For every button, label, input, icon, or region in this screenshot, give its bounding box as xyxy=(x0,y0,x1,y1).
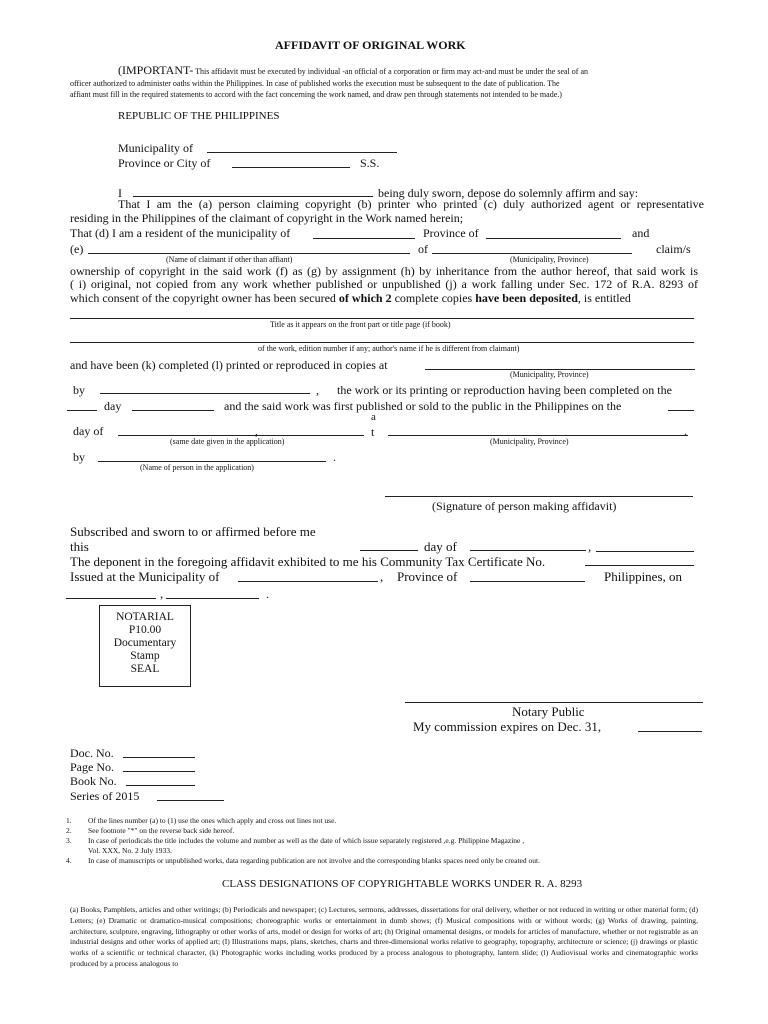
comma-3: , xyxy=(588,539,592,554)
sworn-month-blank[interactable] xyxy=(470,550,586,551)
province-city-blank[interactable] xyxy=(232,167,350,168)
province-city-label: Province or City of xyxy=(118,156,211,170)
same-date-caption: (same date given in the application) xyxy=(170,437,285,446)
by-label-2: by xyxy=(73,450,85,464)
and-label: and xyxy=(632,226,650,240)
stamp-line-2: P10.00 xyxy=(128,624,162,636)
note-3b-text: Vol. XXX, No. 2 July 1933. xyxy=(88,846,172,855)
affiant-i-label: I xyxy=(118,186,122,200)
sworn-year-blank[interactable] xyxy=(596,551,694,552)
title-blank[interactable] xyxy=(70,318,694,319)
page-no-label: Page No. xyxy=(70,760,114,774)
deponent-text: The deponent in the foregoing affidavit exhibited to me his Community Tax Certificate No. xyxy=(70,554,546,569)
muni-prov-caption-2: (Municipality, Province) xyxy=(510,370,589,379)
sworn-day-blank[interactable] xyxy=(360,550,418,551)
series-blank[interactable] xyxy=(157,800,224,801)
subscribed-text: Subscribed and sworn to or affirmed before me xyxy=(70,524,316,539)
book-no-blank[interactable] xyxy=(126,785,195,786)
class-designations-title: CLASS DESIGNATIONS OF COPYRIGHTABLE WORKS UNDER R. A. 8293 xyxy=(222,878,583,890)
notarial-stamp-box xyxy=(99,605,191,687)
document-title: AFFIDAVIT OF ORIGINAL WORK xyxy=(275,38,466,52)
comma-2: , xyxy=(255,424,258,438)
province-of-label-2: Province of xyxy=(397,569,458,584)
note-1-number: 1. xyxy=(66,816,72,825)
municipality-label: Municipality of xyxy=(118,141,193,155)
note-4-text: In case of manuscripts or unpublished works, data regarding publication are not involve and the corresponding blanks spaces need only be created out. xyxy=(88,856,540,865)
municipality-blank[interactable] xyxy=(207,152,397,153)
claimant-caption: (Name of claimant if other than affiant) xyxy=(166,255,293,264)
period-2: . xyxy=(333,450,336,464)
claimant-name-blank[interactable] xyxy=(88,253,410,254)
day-label: day xyxy=(104,399,122,413)
doc-no-label: Doc. No. xyxy=(70,746,114,760)
municipality-resident-blank[interactable] xyxy=(313,238,415,239)
t-label: t xyxy=(371,425,375,439)
edition-caption: of the work, edition number if any; author's name if he is different from claimant) xyxy=(258,344,520,353)
work-printing-text: the work or its printing or reproduction having been completed on the xyxy=(337,383,672,397)
page-no-blank[interactable] xyxy=(123,771,195,772)
book-no-label: Book No. xyxy=(70,774,117,788)
day-of-label: day of xyxy=(73,424,104,438)
by-label-1: by xyxy=(73,383,85,397)
consent-line xyxy=(70,291,631,306)
first-published-text: and the said work was first published or sold to the public in the Philippines on the xyxy=(224,399,622,413)
note-2-number: 2. xyxy=(66,826,72,835)
signature-line[interactable] xyxy=(385,496,693,497)
note-3-number: 3. xyxy=(66,836,72,845)
claims-label: claim/s xyxy=(656,242,691,256)
title-caption: Title as it appears on the front part or title page (if book) xyxy=(270,320,451,329)
issued-date-blank[interactable] xyxy=(66,598,156,599)
that-d-text: That (d) I am a resident of the municipality of xyxy=(70,226,291,240)
signature-caption: (Signature of person making affidavit) xyxy=(432,499,617,513)
stamp-line-3: Documentary xyxy=(113,637,177,649)
comma-4: , xyxy=(380,569,384,584)
person-caption: (Name of person in the application) xyxy=(140,463,254,472)
muni-prov-caption-1: (Municipality, Province) xyxy=(510,255,589,264)
commission-text: My commission expires on Dec. 31, xyxy=(413,719,602,734)
commission-year-blank[interactable] xyxy=(638,731,702,732)
note-3-text: In case of periodicals the title includes the volume and number as well as the date of which issue separately registered ,e.g. Philippine Magazine , xyxy=(88,836,525,845)
comma-5: , xyxy=(160,586,164,601)
footnotes-list xyxy=(66,816,706,866)
stamp-line-5: SEAL xyxy=(130,663,160,675)
period-1: . xyxy=(684,424,687,438)
edition-blank[interactable] xyxy=(70,342,694,343)
ss-label: S.S. xyxy=(360,156,380,170)
day-of-label-2: day of xyxy=(424,539,457,554)
issued-year-blank[interactable] xyxy=(166,598,259,599)
published-date-blank[interactable] xyxy=(118,435,364,436)
stamp-line-1: NOTARIAL xyxy=(116,611,174,623)
issued-municipality-blank[interactable] xyxy=(238,581,378,582)
completed-day-blank[interactable] xyxy=(67,410,97,411)
comma-1: , xyxy=(316,383,319,397)
being-sworn-text: being duly sworn, depose do solemnly affirm and say: xyxy=(378,186,639,200)
this-label: this xyxy=(70,539,89,554)
issued-province-blank[interactable] xyxy=(470,581,585,582)
important-label: (IMPORTANT- xyxy=(118,63,194,77)
muni-prov-caption-3: (Municipality, Province) xyxy=(490,437,569,446)
claimant-location-blank[interactable] xyxy=(432,253,632,254)
note-1-text: Of the lines number (a) to (1) use the ones which apply and cross out lines not use. xyxy=(88,816,337,825)
doc-no-blank[interactable] xyxy=(123,757,195,758)
notary-signature-line[interactable] xyxy=(405,702,703,703)
that-i-am-text: That I am the (a) person claiming copyright (b) printer who printed (c) duly authorized agent or representative xyxy=(118,197,704,211)
residing-text: residing in the Philippines of the claimant of copyright in the Work named herein; xyxy=(70,211,464,225)
consent-part-d: have been deposited xyxy=(475,291,578,305)
republic-heading: REPUBLIC OF THE PHILIPPINES xyxy=(118,110,280,122)
consent-part-c: complete copies xyxy=(394,291,473,305)
original-text: ( i) original, not copied from any work whether published or unpublished (j) a work falling under Sec. 172 of R.A. 8293 of xyxy=(70,277,698,291)
consent-part-b: of which 2 xyxy=(338,291,392,305)
series-label: Series of 2015 xyxy=(70,789,140,803)
note-2-text: See footnote "*" on the reverse back side hereof. xyxy=(88,826,235,835)
period-3: . xyxy=(266,587,269,601)
province-of-label: Province of xyxy=(423,226,479,240)
important-text-1: This affidavit must be executed by individual -an official of a corporation or firm may act-and must be under the seal of an xyxy=(195,67,588,76)
consent-part-e: , is entitled xyxy=(577,291,631,305)
important-line-2: officer authorized to administer oaths within the Philippines. In case of published works the execution must be subsequent to the date of publication. The xyxy=(70,79,560,88)
class-designations-text: (a) Books, Pamphlets, articles and other writings; (b) Periodicals and newspaper; (c) Lectures, sermons, addresses, dissertations for oral delivery, whether or not reduced in writing or other material form; (d) Letters; (e) Dramatic or dramatico-musical compositions; choreographic works or entertainment in dumb shows; (f) Musical compositions with or without words; (g) Works of drawing, painting, architecture, sculpture, engraving, lithography or other works of arts, model or design for works of art; (h) Original ornamental designs, or models for articles of manufacture, whether or not registrable as an industrial designs and other works of applied art; (I) Illustrations maps, plans, sketches, charts and three-dimensional works relative to geography, topography, architecture or science; (j) drawings or plastic works of a scientific or technical character, (k) Photographic works including works produced by a process analogous to photography, lantern slide; (l) Audiovisual works and cinematographic works produced by a process analogous to xyxy=(70,905,698,968)
completed-month-blank[interactable] xyxy=(132,410,214,411)
notary-public-label: Notary Public xyxy=(512,704,585,719)
ctc-number-blank[interactable] xyxy=(585,565,694,566)
stamp-line-4: Stamp xyxy=(130,650,160,662)
published-location-blank[interactable] xyxy=(388,435,688,436)
e-label: (e) xyxy=(70,242,84,256)
published-day-blank[interactable] xyxy=(668,410,694,411)
note-4-number: 4. xyxy=(66,856,72,865)
person-name-blank[interactable] xyxy=(98,461,326,462)
consent-part-a: which consent of the copyright owner has been secured xyxy=(70,291,336,305)
province-resident-blank[interactable] xyxy=(486,238,621,239)
important-line-1 xyxy=(118,65,588,77)
issued-at-text: Issued at the Municipality of xyxy=(70,569,220,584)
a-label: a xyxy=(371,411,376,423)
completed-text: and have been (k) completed (l) printed or reproduced in copies at xyxy=(70,358,388,372)
printer-blank[interactable] xyxy=(100,393,310,394)
ownership-text: ownership of copyright in the said work (f) as (g) by assignment (h) by inheritance from the author hereof, that said work is xyxy=(70,264,698,278)
important-line-3: affiant must fill in the required statements to accord with the fact concerning the work named, and draw pen through statements not intended to be made.) xyxy=(70,90,562,99)
philippines-on-text: Philippines, on xyxy=(604,569,683,584)
of-label: of xyxy=(418,242,428,256)
